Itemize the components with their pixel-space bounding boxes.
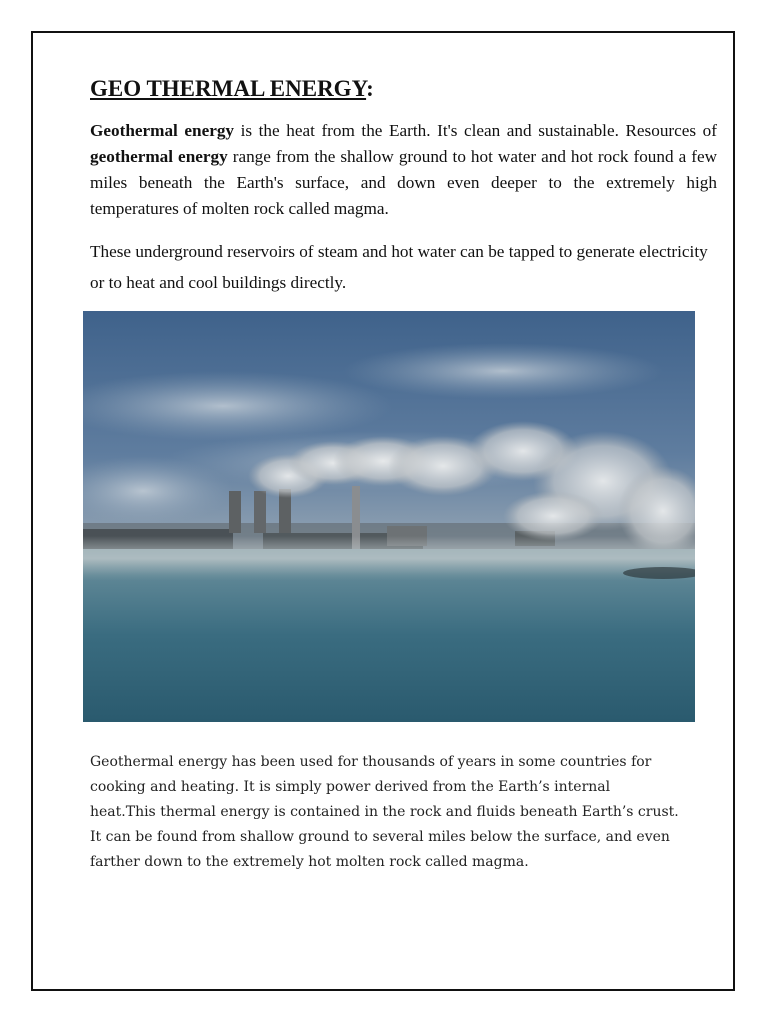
geothermal-plant-photo [83,311,695,722]
page-title [90,76,374,102]
intro-text-1: is the heat from the Earth. It's clean and sustainable. Resources of [234,121,717,140]
history-line: farther down to the extremely hot molten rock called magma. [90,854,529,870]
title-text: GEO THERMAL ENERGY [90,76,367,101]
history-line: cooking and heating. It is simply power derived from the Earth’s internal [90,779,611,795]
intro-paragraph [90,118,717,222]
title-colon: : [366,76,374,101]
intro-bold-term: Geothermal energy [90,121,235,140]
history-line: Geothermal energy has been used for thousands of years in some countries for [90,754,652,770]
history-line: heat.This thermal energy is contained in the rock and fluids beneath Earth’s crust. [90,804,679,820]
history-line: It can be found from shallow ground to several miles below the surface, and even [90,829,670,845]
history-paragraph [90,750,710,875]
intro-bold-term-2: geothermal energy [90,147,228,166]
reservoirs-paragraph: These underground reservoirs of steam and hot water can be tapped to generate electricity or to heat and cool buildings directly. [90,242,708,292]
intro-text-2: range from the shallow ground to hot water and hot rock found a few miles beneath the Earth's surface, and down even deeper to the extremely high temperatures of molten rock called magma. [90,147,717,218]
